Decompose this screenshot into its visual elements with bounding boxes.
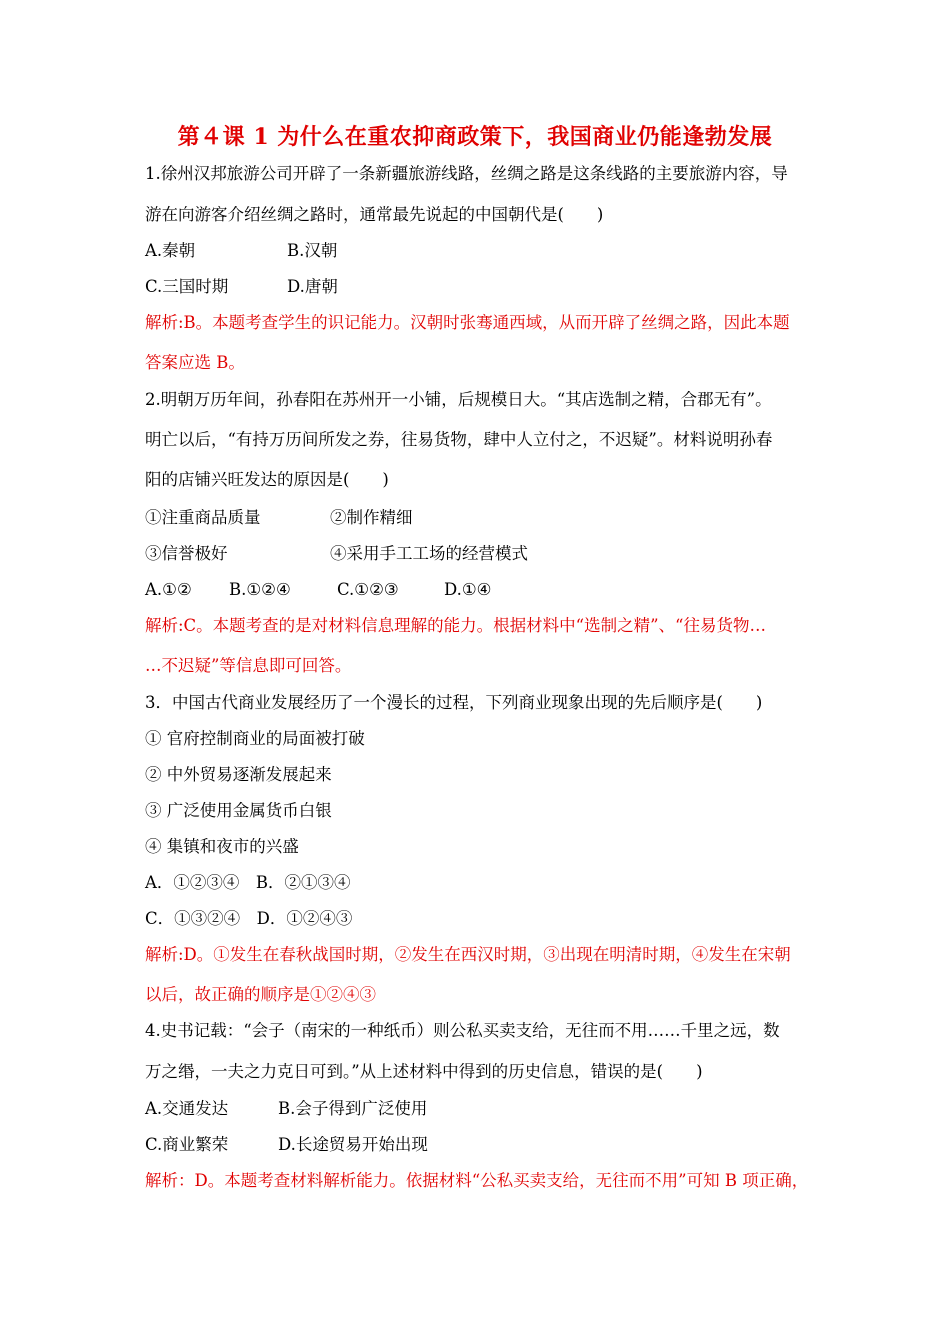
q2-option-d: D.①④: [444, 580, 492, 599]
q4-stem-line1: 4.史书记载：“会子（南宋的一种纸币）则公私买卖支给，无往而不用……千里之远，数: [145, 1021, 780, 1040]
q1-option-a: A.秦朝: [145, 241, 196, 260]
q4-option-a: A.交通发达: [145, 1099, 229, 1118]
q4-stem-line2: 万之缗，一夫之力克日可到。”从上述材料中得到的历史信息，错误的是( ): [145, 1062, 703, 1081]
q2-stem-line1: 2.明朝万历年间，孙春阳在苏州开一小铺，后规模日大。“其店选制之精，合郡无有”。: [145, 390, 772, 409]
q4-option-b: B.会子得到广泛使用: [278, 1099, 428, 1118]
q3-item-2: ② 中外贸易逐渐发展起来: [145, 765, 332, 784]
q2-item-3: ③信誉极好: [145, 544, 228, 563]
q3-item-4: ④ 集镇和夜市的兴盛: [145, 837, 299, 856]
q1-answer-line1: 解析:B。本题考查学生的识记能力。汉朝时张骞通西域，从而开辟了丝绸之路，因此本题: [145, 313, 790, 332]
q2-answer-line2: …不迟疑”等信息即可回答。: [145, 656, 352, 675]
q1-answer-line2: 答案应选 B。: [145, 353, 245, 372]
q1-option-d: D.唐朝: [287, 277, 338, 296]
q1-option-c: C.三国时期: [145, 277, 229, 296]
q2-item-1: ①注重商品质量: [145, 508, 261, 527]
q2-option-a: A.①②: [145, 580, 192, 599]
q3-stem: 3．中国古代商业发展经历了一个漫长的过程，下列商业现象出现的先后顺序是( ): [145, 693, 763, 712]
q1-stem-line1: 1.徐州汉邦旅游公司开辟了一条新疆旅游线路，丝绸之路是这条线路的主要旅游内容，导: [145, 164, 788, 183]
q3-answer-line1: 解析:D。①发生在春秋战国时期，②发生在西汉时期，③出现在明清时期，④发生在宋朝: [145, 945, 791, 964]
q4-answer-line1: 解析：D。本题考查材料解析能力。依据材料“公私买卖支给，无往而不用”可知 B 项正确，: [145, 1171, 809, 1190]
q2-stem-line3: 阳的店铺兴旺发达的原因是( ): [145, 470, 389, 489]
q2-answer-line1: 解析:C。本题考查的是对材料信息理解的能力。根据材料中“选制之精”、“往易货物…: [145, 616, 766, 635]
q2-item-2: ②制作精细: [330, 508, 413, 527]
q3-answer-line2: 以后，故正确的顺序是①②④③: [145, 985, 376, 1004]
q1-stem-line2: 游在向游客介绍丝绸之路时，通常最先说起的中国朝代是( ): [145, 205, 604, 224]
q2-item-4: ④采用手工工场的经营模式: [330, 544, 528, 563]
page-title: 第４课 1 为什么在重农抑商政策下，我国商业仍能逢勃发展: [177, 124, 773, 150]
q2-option-c: C.①②③: [337, 580, 399, 599]
q4-option-c: C.商业繁荣: [145, 1135, 229, 1154]
q3-item-1: ① 官府控制商业的局面被打破: [145, 729, 365, 748]
q3-options-cd: C．①③②④ D．①②④③: [145, 909, 353, 928]
q1-option-b: B.汉朝: [287, 241, 338, 260]
q3-item-3: ③ 广泛使用金属货币白银: [145, 801, 332, 820]
q2-option-b: B.①②④: [229, 580, 291, 599]
q4-option-d: D.长途贸易开始出现: [278, 1135, 428, 1154]
q3-options-ab: A．①②③④ B．②①③④: [145, 873, 351, 892]
q2-stem-line2: 明亡以后，“有持万历间所发之券，往易货物，肆中人立付之，不迟疑”。材料说明孙春: [145, 430, 773, 449]
